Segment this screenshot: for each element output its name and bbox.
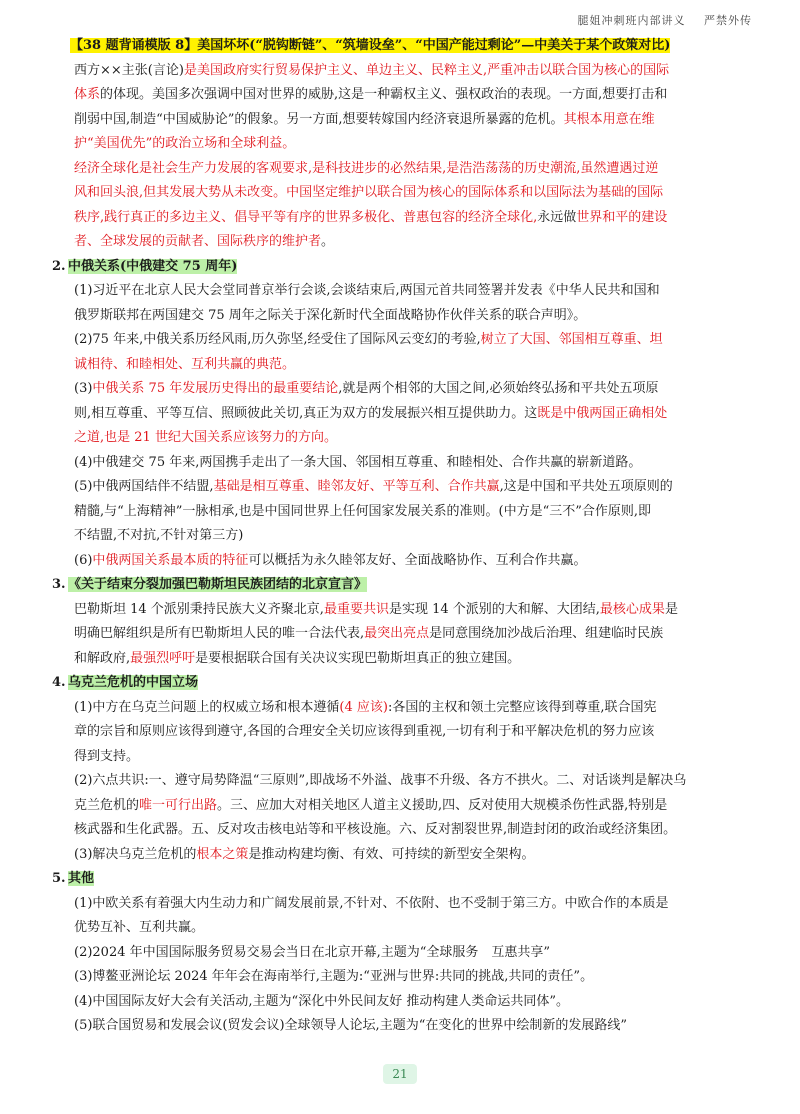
section-2-heading: 2. 中俄关系(中俄建交 75 周年) [52,258,238,274]
s4-item2-line1: (2)六点共识:一、遵守局势降温“三原则”,即战场不外溢、战事不升级、各方不拱火。二、对话谈判是解决乌 [74,773,687,788]
s2-item3-line2: 则,相互尊重、平等互信、照顾彼此关切,真正为双方的发展振兴相互提供助力。这既是中俄两国正确相处 [74,405,668,421]
s3-line1: 巴勒斯坦 14 个派别秉持民族大义齐聚北京,最重要共识是实现 14 个派别的大和解、大团结,最核心成果是 [74,601,678,617]
s2-item2-line1: (2)75 年来,中俄关系历经风雨,历久弥坚,经受住了国际风云变幻的考验,树立了大国、邻国相互尊重、坦 [74,332,663,347]
intro-p2-line2: 风和回头浪,但其发展大势从未改变。中国坚定维护以联合国为核心的国际体系和以国际法为基础的国际 [74,185,664,200]
s5-item1-line1: (1)中欧关系有着强大内生动力和广阔发展前景,不针对、不依附、也不受制于第三方。中欧合作的本质是 [74,895,669,911]
section-5-heading: 5. 其他 [52,871,95,886]
s5-item3: (3)博鳌亚洲论坛 2024 年年会在海南举行,主题为:“亚洲与世界:共同的挑战,共同的责任”。 [74,969,594,984]
intro-p1-line4: 护“美国优先”的政治立场和全球利益。 [74,136,296,151]
intro-p2-line4: 者、全球发展的贡献者、国际秩序的维护者。 [74,234,335,249]
s2-item2-line2: 诚相待、和睦相处、互利共赢的典范。 [74,356,296,372]
s2-item5-line3: 不结盟,不对抗,不针对第三方) [74,528,244,543]
s4-item1-line3: 得到支持。 [74,748,140,764]
s3-line3: 和解政府,最强烈呼吁是要根据联合国有关决议实现巴勒斯坦真正的独立建国。 [74,650,521,666]
page-content [52,34,752,1039]
s3-line2: 明确巴解组织是所有巴勒斯坦人民的唯一合法代表,最突出亮点是同意围绕加沙战后治理、组建临时民族 [74,626,664,641]
page-header [564,12,753,28]
s2-item1-line2: 俄罗斯联邦在两国建交 75 周年之际关于深化新时代全面战略协作伙伴关系的联合声明》。 [74,307,587,323]
header-right: 严禁外传 [704,14,752,27]
s2-item1-line1: (1)习近平在北京人民大会堂同普京举行会谈,会谈结束后,两国元首共同签署并发表《中华人民共和国和 [74,283,660,298]
s4-item2-line2: 克兰危机的唯一可行出路。三、应加大对相关地区人道主义援助,四、反对使用大规模杀伤性武器,特别是 [74,797,668,813]
s5-item1-line2: 优势互补、互利共赢。 [74,920,205,935]
s2-item4: (4)中俄建交 75 年来,两国携手走出了一条大国、邻国相互尊重、和睦相处、合作共赢的崭新道路。 [74,454,642,470]
intro-title: 【38 题背诵模版 8】美国坏坏(“脱钩断链”、“筑墙设垒”、“中国产能过剩论”—中美关于某个政策对比) [70,38,671,53]
header-left: 腿姐冲刺班内部讲义 [577,14,686,27]
s2-item6: (6)中俄两国关系最本质的特征可以概括为永久睦邻友好、全面战略协作、互利合作共赢。 [74,552,587,568]
s5-item2: (2)2024 年中国国际服务贸易交易会当日在北京开幕,主题为“全球服务 互惠共享” [74,944,551,960]
intro-p1-line2: 体系的体现。美国多次强调中国对世界的威胁,这是一种霸权主义、强权政治的表现。一方面,想要打击和 [74,87,668,102]
s2-item5-line2: 精髓,与“上海精神”一脉相承,也是中国同世界上任何国家发展关系的准则。(中方是“三不”合作原则,即 [74,503,652,519]
intro-p2-line3: 秩序,践行真正的多边主义、倡导平等有序的世界多极化、普惠包容的经济全球化,永远做世界和平的建设 [74,209,668,225]
page-footer [0,1063,800,1084]
intro-p1-line3: 削弱中国,制造“中国威胁论”的假象。另一方面,想要转嫁国内经济衰退所暴露的危机。其根本用意在维 [74,111,655,127]
intro-p2-line1: 经济全球化是社会生产力发展的客观要求,是科技进步的必然结果,是浩浩荡荡的历史潮流,虽然遭遇过逆 [74,160,659,176]
s2-item5-line1: (5)中俄两国结伴不结盟,基础是相互尊重、睦邻友好、平等互利、合作共赢,这是中国和平共处五项原则的 [74,479,673,494]
s2-item3-line1: (3)中俄关系 75 年发展历史得出的最重要结论,就是两个相邻的大国之间,必须始终弘扬和平共处五项原 [74,381,659,396]
s2-item3-line3: 之道,也是 21 世纪大国关系应该努力的方向。 [74,430,337,445]
intro-p1-line1: 西方××主张(言论)是美国政府实行贸易保护主义、单边主义、民粹主义,严重冲击以联合国为核心的国际 [74,62,670,78]
section-4-heading: 4. 乌克兰危机的中国立场 [52,675,199,690]
s5-item4: (4)中国国际友好大会有关活动,主题为“深化中外民间友好 推动构建人类命运共同体”。 [74,993,569,1009]
s4-item2-line3: 核武器和生化武器。五、反对攻击核电站等和平核设施。六、反对割裂世界,制造封闭的政治或经济集团。 [74,822,677,837]
s4-item1-line2: 章的宗旨和原则应该得到遵守,各国的合理安全关切应该得到重视,一切有利于和平解决危机的努力应该 [74,724,655,739]
page-number: 21 [383,1064,417,1084]
s4-item1-line1: (1)中方在乌克兰问题上的权威立场和根本遵循(4 应该):各国的主权和领土完整应该得到尊重,联合国宪 [74,699,657,715]
s4-item3: (3)解决乌克兰危机的根本之策是推动构建均衡、有效、可持续的新型安全架构。 [74,846,535,862]
section-3-heading: 3. 《关于结束分裂加强巴勒斯坦民族团结的北京宣言》 [52,577,368,592]
s5-item5: (5)联合国贸易和发展会议(贸发会议)全球领导人论坛,主题为“在变化的世界中绘制新的发展路线” [74,1018,627,1033]
